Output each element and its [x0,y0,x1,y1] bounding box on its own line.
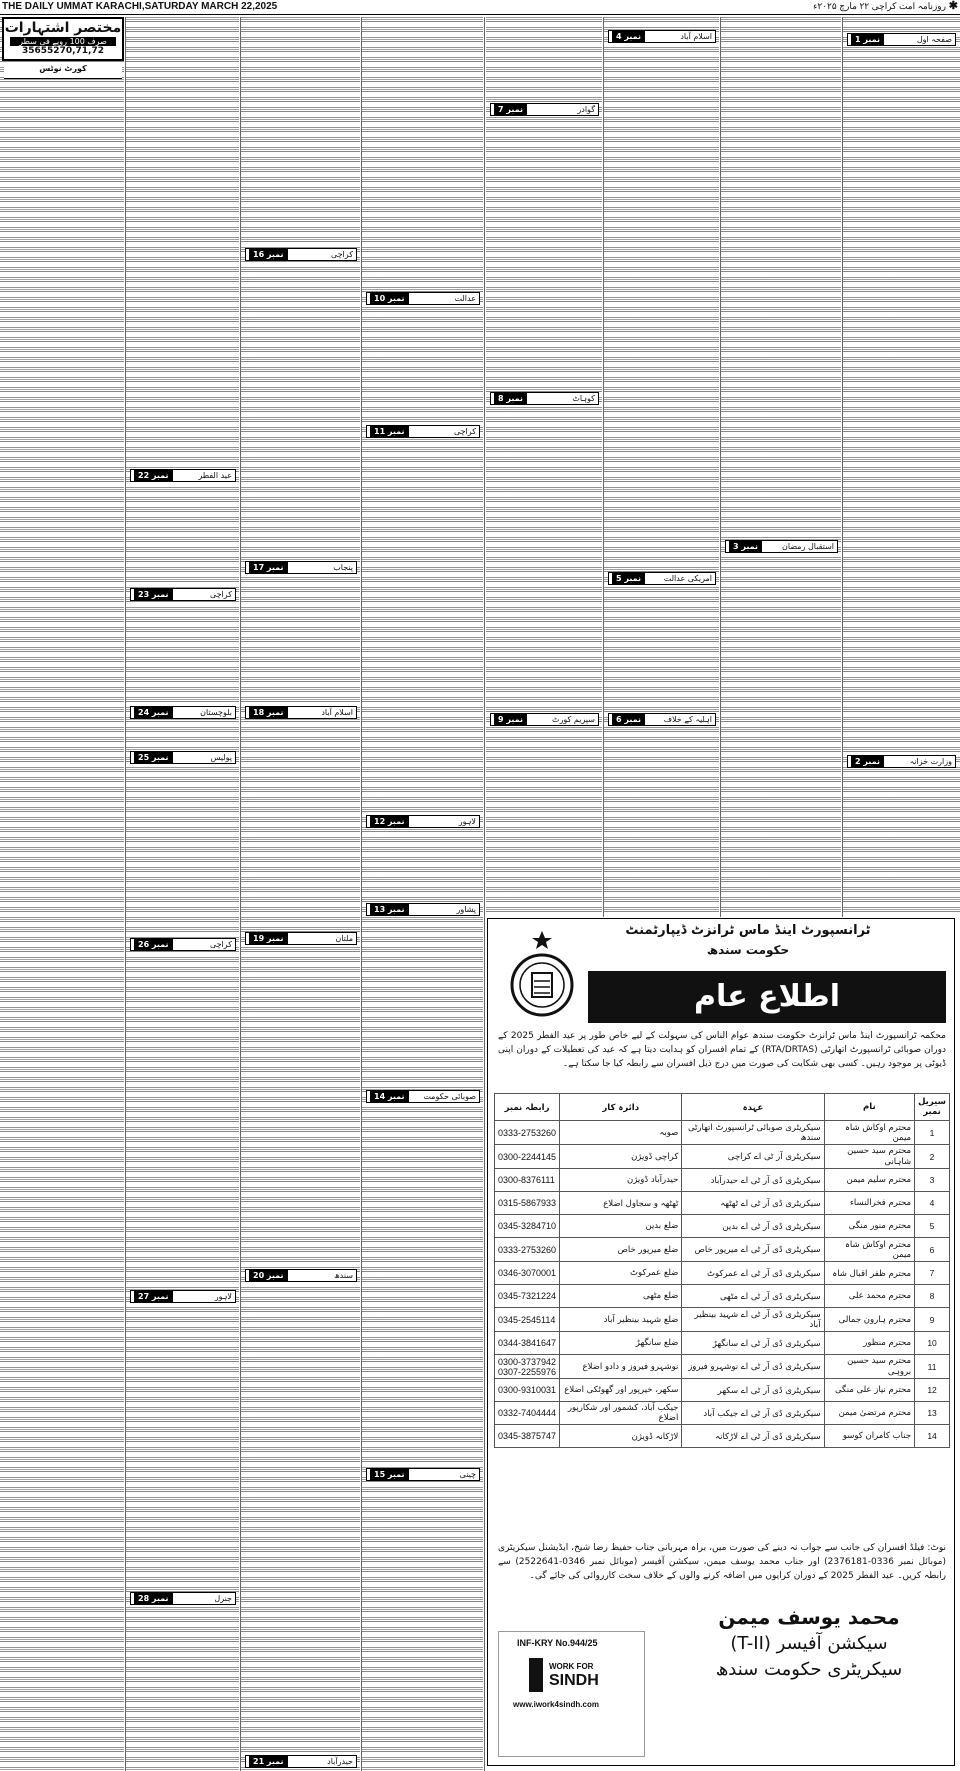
news-column-7 [721,17,841,917]
signature-name: محمد یوسف میمن [718,1605,900,1629]
news-column-5 [486,17,602,917]
designation-cell: سیکریٹری ڈی آر ٹی اے نوشہرو فیروز [682,1355,824,1379]
phone-cell: 0333-2753260 [495,1238,560,1262]
col-serial: سیریل نمبر [915,1094,950,1121]
designation-cell: سیکریٹری ڈی آر ٹی اے شہید بینظیر آباد [682,1308,824,1332]
section-label-17: پنجاب نمبر 17 [245,561,357,574]
jurisdiction-cell: کراچی ڈویژن [560,1145,682,1169]
section-label-7: گوادر نمبر 7 [490,103,599,116]
section-label-5: امریکی عدالت نمبر 5 [608,572,716,585]
signature-office: سیکریٹری حکومت سندھ [715,1659,903,1680]
section-label-15: چینی نمبر 15 [366,1468,480,1481]
phone-cell: 0345-3284710 [495,1215,560,1238]
section-label-2: وزارت خزانہ نمبر 2 [847,755,956,768]
serial-cell: 11 [915,1355,950,1379]
table-row [495,1262,950,1285]
masthead-title-urdu: روزنامہ امت کراچی ۲۲ مارچ ۲۰۲۵ء [813,1,946,11]
section-label-25: پولیس نمبر 25 [130,751,236,764]
section-label-22: عید الفطر نمبر 22 [130,469,236,482]
court-notice-label: کورٹ نوٹس [4,64,122,79]
news-column-6 [604,17,719,917]
table-header-row [495,1094,950,1121]
classifieds-column [0,17,124,1771]
serial-cell: 13 [915,1402,950,1425]
jurisdiction-cell: جیکب آباد، کشمور اور شکارپور اضلاع [560,1402,682,1425]
section-label-28: جنرل نمبر 28 [130,1592,236,1605]
section-label-19: ملتان نمبر 19 [245,932,357,945]
name-cell: محترم اوکاش شاہ میمن [824,1121,914,1145]
section-label-27: لاہور نمبر 27 [130,1290,236,1303]
table-row [495,1192,950,1215]
name-cell: محترم منور منگی [824,1215,914,1238]
advert-department: ٹرانسپورٹ اینڈ ماس ٹرانزٹ ڈیپارٹمنٹ [625,923,871,938]
col-name: نام [824,1094,914,1121]
jurisdiction-cell: ضلع مٹھی [560,1285,682,1308]
section-label-6: اہلیہ کے خلاف نمبر 6 [608,713,716,726]
serial-cell: 4 [915,1192,950,1215]
section-label-4: اسلام آباد نمبر 4 [608,30,716,43]
name-cell: محترم ظفر اقبال شاہ [824,1262,914,1285]
jurisdiction-cell: ضلع بدین [560,1215,682,1238]
sindh-government-seal-icon [502,929,582,1021]
jurisdiction-cell: لاڑکانہ ڈویژن [560,1425,682,1448]
table-row [495,1379,950,1402]
table-row [495,1402,950,1425]
serial-cell: 12 [915,1379,950,1402]
designation-cell: سیکریٹری ڈی آر ٹی اے لاڑکانہ [682,1425,824,1448]
advert-signature [684,1603,934,1683]
news-column-2 [126,17,239,1771]
serial-cell: 1 [915,1121,950,1145]
name-cell: محترم منظور [824,1332,914,1355]
advert-reference: INF-KRY No.944/25 [517,1638,598,1648]
phone-cell-secondary: 0307-2255976 [498,1366,557,1377]
section-label-14: صوبائی حکومت نمبر 14 [366,1090,480,1103]
classifieds-rate: صرف 100 روپے فی سطر [10,37,116,46]
section-label-23: کراچی نمبر 23 [130,588,236,601]
section-label-18: اسلام آباد نمبر 18 [245,706,357,719]
serial-cell: 7 [915,1262,950,1285]
classifieds-phone: 35655270,71,72 [22,46,104,56]
designation-cell: سیکریٹری ڈی آر ٹی اے مٹھی [682,1285,824,1308]
table-row [495,1425,950,1448]
name-cell: محترم نیاز علی منگی [824,1379,914,1402]
section-label-3: استقبال رمضان نمبر 3 [725,540,838,553]
officers-table [494,1093,950,1448]
name-cell: محترم سید حسین شاہانی [824,1145,914,1169]
work-for-sindh-logo-icon [529,1658,543,1692]
name-cell: محترم محمد علی [824,1285,914,1308]
name-cell: محترم سلیم میمن [824,1169,914,1192]
name-cell: محترم ہارون جمالی [824,1308,914,1332]
section-label-12: لاہور نمبر 12 [366,815,480,828]
advert-government: حکومت سندھ [706,943,790,957]
jurisdiction-cell: ضلع سانگھڑ [560,1332,682,1355]
phone-cell: 0332-7404444 [495,1402,560,1425]
section-label-10: عدالت نمبر 10 [366,292,480,305]
col-jurisdiction: دائرہ کار [560,1094,682,1121]
designation-cell: سیکریٹری ڈی آر ٹی اے جیکب آباد [682,1402,824,1425]
section-label-21: حیدرآباد نمبر 21 [245,1755,357,1768]
serial-cell: 8 [915,1285,950,1308]
section-label-26: کراچی نمبر 26 [130,938,236,951]
name-cell: محترم فخرالنساء [824,1192,914,1215]
designation-cell: سیکریٹری ڈی آر ٹی اے سکھر [682,1379,824,1402]
classifieds-header [2,17,124,61]
jurisdiction-cell: حیدرآباد ڈویژن [560,1169,682,1192]
name-cell: جناب کامران کوسو [824,1425,914,1448]
serial-cell: 14 [915,1425,950,1448]
table-row [495,1121,950,1145]
table-row [495,1145,950,1169]
section-label-20: سندھ نمبر 20 [245,1269,357,1282]
phone-cell: 0300-8376111 [495,1169,560,1192]
designation-cell: سیکریٹری ڈی آر ٹی اے میرپور خاص [682,1238,824,1262]
phone-cell: 0346-3070001 [495,1262,560,1285]
table-row [495,1169,950,1192]
wfs-line2: SINDH [549,1672,599,1689]
jurisdiction-cell: ضلع عمرکوٹ [560,1262,682,1285]
serial-cell: 5 [915,1215,950,1238]
section-label-8: کوہاٹ نمبر 8 [490,392,599,405]
star-icon: ✱ [948,0,958,12]
phone-cell: 0333-2753260 [495,1121,560,1145]
designation-cell: سیکریٹری ڈی آر ٹی اے حیدرآباد [682,1169,824,1192]
phone-cell: 0300-2244145 [495,1145,560,1169]
wfs-line1: WORK FOR [549,1662,594,1671]
serial-cell: 2 [915,1145,950,1169]
work-for-sindh-box [498,1631,645,1757]
col-designation: عہدہ [682,1094,824,1121]
phone-cell: 0345-7321224 [495,1285,560,1308]
masthead [0,0,960,15]
section-label-16: کراچی نمبر 16 [245,248,357,261]
col-contact: رابطہ نمبر [495,1094,560,1121]
serial-cell: 10 [915,1332,950,1355]
serial-cell: 9 [915,1308,950,1332]
name-cell: محترم اوکاش شاہ میمن [824,1238,914,1262]
serial-cell: 3 [915,1169,950,1192]
table-row [495,1238,950,1262]
designation-cell: سیکریٹری صوبائی ٹرانسپورٹ اتھارٹی سندھ [682,1121,824,1145]
jurisdiction-cell: ٹھٹھہ و سجاول اضلاع [560,1192,682,1215]
signature-designation: سیکشن آفیسر (T-II) [730,1633,888,1654]
designation-cell: سیکریٹری ڈی آر ٹی اے بدین [682,1215,824,1238]
advert-body-text: محکمہ ٹرانسپورٹ اینڈ ماس ٹرانزٹ حکومت سندھ عوام الناس کی سہولت کے لیے خاص طور پر عید الفطر 2025 کے دوران صوبائی ٹرانسپورٹ اتھارٹی (RTA/DRTAS) کے تمام افسران کو ہدایت دیتا ہے کہ عید کی تعطیلات کے دوران اپنی ڈیوٹی پر موجود رہیں۔ کسی بھی شکایت کی صورت میں درج ذیل افسران سے رابطہ کیا جا سکتا ہے۔ [498,1031,947,1069]
news-column-4 [362,17,483,1771]
phone-cell: 0345-3875747 [495,1425,560,1448]
name-cell: محترم سید حسین بروہی [824,1355,914,1379]
news-column-3 [241,17,360,1771]
name-cell: محترم مرتضیٰ میمن [824,1402,914,1425]
advert-note: نوٹ: فیلڈ افسران کی جانب سے جواب نہ دینے کی صورت میں، براہ مہربانی جناب حفیظ رضا شیخ، ایڈیشنل سیکریٹری (موبائل نمبر 0336-2376181) اور جناب محمد یوسف میمن، سیکشن آفیسر (موبائل نمبر 0346-2522641) سے رابطہ کریں۔ عید الفطر 2025 کے دوران کرایوں میں اضافہ کرنے والوں کے خلاف سخت کارروائی کی جائے گی۔ [498,1543,946,1581]
section-label-11: کراچی نمبر 11 [366,425,480,438]
phone-cell: 0300-3737942 0307-2255976 [495,1355,560,1379]
table-row [495,1215,950,1238]
news-column-8 [843,17,960,917]
section-label-13: پشاور نمبر 13 [366,903,480,916]
phone-cell: 0300-9310031 [495,1379,560,1402]
jurisdiction-cell: ضلع میرپور خاص [560,1238,682,1262]
phone-cell: 0315-5867933 [495,1192,560,1215]
designation-cell: سیکریٹری ڈی آر ٹی اے سانگھڑ [682,1332,824,1355]
jurisdiction-cell: صوبہ [560,1121,682,1145]
wfs-url: www.iwork4sindh.com [513,1700,599,1709]
jurisdiction-cell: ضلع شہید بینظیر آباد [560,1308,682,1332]
designation-cell: سیکریٹری آر ٹی اے کراچی [682,1145,824,1169]
public-notice-advertisement [487,918,955,1766]
phone-cell: 0345-2545114 [495,1308,560,1332]
table-row [495,1285,950,1308]
column-divider [484,17,485,1771]
section-label-24: بلوچستان نمبر 24 [130,706,236,719]
designation-cell: سیکریٹری ڈی آر ٹی اے عمرکوٹ [682,1262,824,1285]
section-label-1: صفحہ اول نمبر 1 [847,33,956,46]
classifieds-title: مختصر اشتہارات [4,20,122,36]
masthead-title-english: THE DAILY UMMAT KARACHI,SATURDAY MARCH 22,2025 [2,1,278,12]
section-label-9: سپریم کورٹ نمبر 9 [490,713,599,726]
table-row [495,1355,950,1379]
phone-cell: 0344-3841647 [495,1332,560,1355]
designation-cell: سیکریٹری ڈی آر ٹی اے ٹھٹھہ [682,1192,824,1215]
serial-cell: 6 [915,1238,950,1262]
jurisdiction-cell: نوشہرو فیروز و دادو اضلاع [560,1355,682,1379]
advert-headline: اطلاع عام [588,971,946,1023]
table-row [495,1308,950,1332]
table-row [495,1332,950,1355]
jurisdiction-cell: سکھر، خیرپور اور گھوٹکی اضلاع [560,1379,682,1402]
